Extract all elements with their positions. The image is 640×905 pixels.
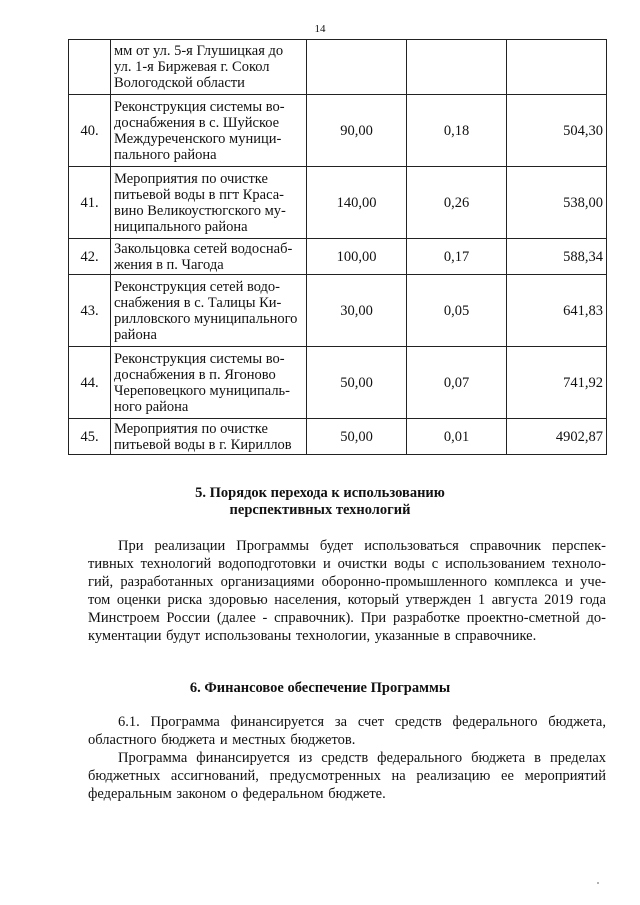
table-row — [69, 95, 607, 167]
scan-speck — [597, 882, 599, 884]
value-2: 0,18 — [407, 95, 507, 167]
value-3: 538,00 — [507, 167, 607, 239]
table-row — [69, 167, 607, 239]
value-1: 140,00 — [307, 167, 407, 239]
section-5-paragraph: При реализации Программы будет использоваться справочник перспективных технологий водоподготовки и очистки воды с использованием технологий, разработанных организациями оборонно-промышленного комплекса и учетом оценки риска здоровью населения, который утвержден 1 августа 2019 года Минстроем России (далее - справочник). При разработке проектно-сметной документации будут использованы технологии, указанные в справочнике. — [88, 538, 606, 644]
value-1: 100,00 — [307, 239, 407, 275]
value-1 — [307, 40, 407, 95]
value-3: 504,30 — [507, 95, 607, 167]
page-number: 14 — [314, 23, 326, 35]
value-1: 50,00 — [307, 419, 407, 455]
value-3: 4902,87 — [507, 419, 607, 455]
value-2: 0,07 — [407, 347, 507, 419]
value-1: 50,00 — [307, 347, 407, 419]
value-2: 0,01 — [407, 419, 507, 455]
section-6-paragraph-2: Программа финансируется из средств федерального бюджета в пределах бюджетных ассигнований, предусмотренных на реализацию ее мероприятий федеральным законом о федеральном бюджете. — [88, 750, 606, 802]
measure-name: Реконструкция сетей водоснабжения в с. Талицы Кирилловского муниципального района — [111, 275, 307, 347]
table-row — [69, 347, 607, 419]
section-5-heading-line-1: 5. Порядок перехода к использованию — [195, 485, 445, 501]
value-2: 0,17 — [407, 239, 507, 275]
value-3: 741,92 — [507, 347, 607, 419]
value-1: 90,00 — [307, 95, 407, 167]
row-number: 45. — [69, 419, 111, 455]
table-row — [69, 275, 607, 347]
section-5-heading — [0, 485, 640, 519]
section-6-paragraph-1: 6.1. Программа финансируется за счет средств федерального бюджета, областного бюджета и местных бюджетов. — [88, 714, 606, 748]
table-row — [69, 419, 607, 455]
measure-name: Мероприятия по очистке питьевой воды в г. Кириллов — [111, 419, 307, 455]
measure-name: мм от ул. 5-я Глушицкая до ул. 1-я Биржевая г. Сокол Вологодской области — [111, 40, 307, 95]
row-number: 41. — [69, 167, 111, 239]
measures-table — [68, 39, 607, 455]
row-number: 43. — [69, 275, 111, 347]
value-1: 30,00 — [307, 275, 407, 347]
value-2 — [407, 40, 507, 95]
section-5-heading-line-2: перспективных технологий — [229, 502, 411, 518]
table-row — [69, 40, 607, 95]
value-3: 641,83 — [507, 275, 607, 347]
measure-name: Реконструкция системы водоснабжения в п. Ягоново Череповецкого муниципального района — [111, 347, 307, 419]
value-3: 588,34 — [507, 239, 607, 275]
row-number: 42. — [69, 239, 111, 275]
value-2: 0,05 — [407, 275, 507, 347]
section-6-heading: 6. Финансовое обеспечение Программы — [189, 680, 451, 696]
value-2: 0,26 — [407, 167, 507, 239]
value-3 — [507, 40, 607, 95]
row-number: 44. — [69, 347, 111, 419]
measure-name: Закольцовка сетей водоснабжения в п. Чагода — [111, 239, 307, 275]
row-number — [69, 40, 111, 95]
table-row — [69, 239, 607, 275]
measure-name: Мероприятия по очистке питьевой воды в пгт Красавино Великоустюгского муниципального района — [111, 167, 307, 239]
row-number: 40. — [69, 95, 111, 167]
measure-name: Реконструкция системы водоснабжения в с. Шуйское Междуреченского муниципального района — [111, 95, 307, 167]
